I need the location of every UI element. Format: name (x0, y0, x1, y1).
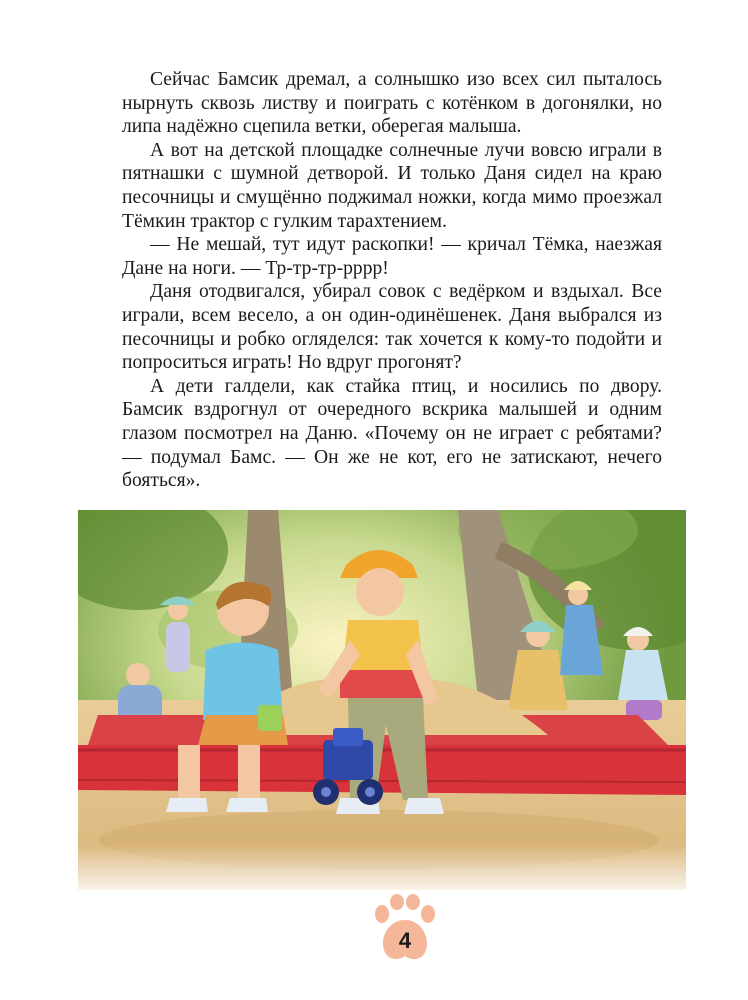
paragraph-5: А дети галдели, как стайка птиц, и носились по двору. Бамсик вздрогнул от очередного вскрика малышей и одним глазом посмотрел на Даню. «Почему он не играет с ребятами? — подумал Бамс. — Он же не кот, его не затискают, нечего бояться». (122, 375, 662, 492)
paragraph-3: — Не мешай, тут идут раскопки! — кричал Тёмка, наезжая Дане на ноги. — Тр-тр-тр-рррр! (122, 234, 662, 279)
sandbox-illustration (78, 510, 686, 890)
paragraph-1: Сейчас Бамсик дремал, а солнышко изо всех сил пыталось нырнуть сквозь листву и поиграть с котёнком в догонялки, но липа надёжно сцепила ветки, оберегая малыша. (122, 69, 662, 138)
paragraph-2: А вот на детской площадке солнечные лучи вовсю играли в пятнашки с шумной детворой. И только Даня сидел на краю песочницы и смущённо поджимал ножки, когда мимо проезжал Тёмкин трактор с гулким тарахтением. (122, 139, 662, 232)
page-number-badge (370, 894, 440, 966)
illustration-canvas (78, 510, 686, 890)
story-text (122, 68, 662, 493)
paragraph-4: Даня отодвигался, убирал совок с ведёрком и вздыхал. Все играли, всем весело, а он один-одинёшенек. Даня выбрался из песочницы и робко огляделся: так хочется к кому-то подойти и попроситься играть! Но вдруг прогонят? (122, 281, 662, 374)
page-number: 4 (398, 928, 412, 953)
